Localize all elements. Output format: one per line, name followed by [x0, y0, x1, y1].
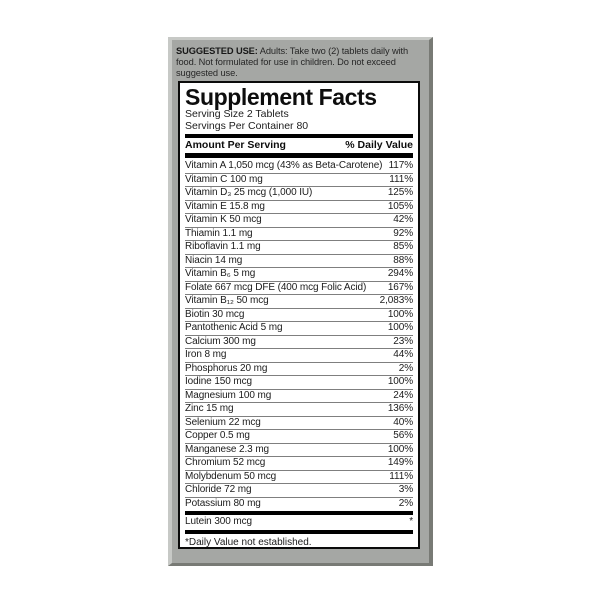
divider-bar-header — [185, 153, 413, 158]
nutrient-dv: 149% — [387, 457, 413, 468]
table-row — [185, 214, 413, 228]
table-row — [185, 187, 413, 201]
table-row — [185, 484, 413, 498]
nutrient-name: Chloride 72 mg — [185, 484, 252, 495]
nutrient-dv: 100% — [387, 322, 413, 333]
nutrient-dv: 136% — [387, 403, 413, 414]
nutrient-dv: 100% — [387, 308, 413, 320]
nutrient-dv: 111% — [389, 173, 413, 185]
nutrient-name: Lutein 300 mcg — [185, 516, 252, 527]
nutrient-name: Pantothenic Acid 5 mg — [185, 322, 283, 333]
nutrient-name: Thiamin 1.1 mg — [185, 227, 253, 239]
nutrient-name: Manganese 2.3 mg — [185, 443, 270, 455]
table-row — [185, 255, 413, 269]
table-row — [185, 417, 413, 431]
nutrient-dv: 23% — [393, 335, 413, 347]
nutrient-dv: 105% — [387, 200, 413, 212]
nutrient-name: Copper 0.5 mg — [185, 430, 250, 441]
nutrient-name: Vitamin K 50 mcg — [185, 214, 262, 225]
table-row — [185, 309, 413, 323]
nutrient-name: Magnesium 100 mg — [185, 389, 272, 401]
nutrient-dv: 2,083% — [379, 295, 413, 306]
table-row-lutein — [185, 516, 413, 529]
daily-value-header: % Daily Value — [345, 139, 413, 151]
nutrient-dv: 294% — [387, 268, 413, 279]
nutrient-name: Phosphorus 20 mg — [185, 362, 268, 374]
nutrient-dv: 117% — [388, 160, 413, 171]
divider-bar-lutein-top — [185, 511, 413, 515]
nutrient-dv: 44% — [393, 349, 413, 360]
nutrient-dv: 88% — [393, 254, 413, 266]
nutrient-dv: 111% — [389, 470, 413, 482]
table-row — [185, 363, 413, 377]
supplement-label-card — [168, 37, 433, 566]
nutrient-dv: 167% — [387, 281, 413, 293]
nutrient-name: Vitamin E 15.8 mg — [185, 200, 265, 212]
table-row — [185, 322, 413, 336]
nutrient-name: Selenium 22 mcg — [185, 416, 261, 428]
nutrient-rows — [185, 160, 413, 510]
table-row — [185, 349, 413, 363]
table-row — [185, 201, 413, 215]
nutrient-dv: 42% — [393, 214, 413, 225]
nutrient-name: Calcium 300 mg — [185, 335, 256, 347]
table-row — [185, 444, 413, 458]
table-row — [185, 282, 413, 296]
nutrient-dv: 3% — [398, 484, 413, 495]
table-row — [185, 241, 413, 255]
nutrient-dv: 2% — [398, 497, 413, 509]
supplement-facts-panel — [178, 81, 420, 549]
nutrient-name: Vitamin C 100 mg — [185, 173, 263, 185]
table-row — [185, 471, 413, 485]
nutrient-dv: 24% — [393, 389, 413, 401]
table-row — [185, 376, 413, 390]
table-row — [185, 160, 413, 174]
nutrient-dv: 100% — [387, 443, 413, 455]
nutrient-name: Vitamin B₁₂ 50 mcg — [185, 295, 269, 306]
nutrient-dv: 2% — [398, 362, 413, 374]
suggested-use-label: SUGGESTED USE: — [176, 46, 258, 56]
nutrient-name: Vitamin A 1,050 mcg (43% as Beta-Carotene) — [185, 160, 383, 171]
table-row — [185, 268, 413, 282]
table-row — [185, 336, 413, 350]
nutrient-name: Iodine 150 mcg — [185, 376, 252, 387]
nutrient-name: Folate 667 mcg DFE (400 mcg Folic Acid) — [185, 281, 367, 293]
table-row — [185, 457, 413, 471]
nutrient-name: Potassium 80 mg — [185, 497, 261, 509]
suggested-use-text — [176, 46, 426, 79]
nutrient-name: Niacin 14 mg — [185, 254, 243, 266]
table-row — [185, 174, 413, 188]
nutrient-name: Iron 8 mg — [185, 349, 227, 360]
table-row — [185, 498, 413, 511]
nutrient-dv: 85% — [393, 241, 413, 252]
servings-per-container: Servings Per Container 80 — [185, 119, 309, 132]
divider-bar-lutein-bottom — [185, 530, 413, 534]
table-row — [185, 430, 413, 444]
table-row — [185, 390, 413, 404]
nutrient-name: Molybdenum 50 mcg — [185, 470, 277, 482]
nutrient-dv: * — [409, 516, 413, 527]
daily-value-footnote: *Daily Value not established. — [185, 536, 312, 548]
nutrient-name: Vitamin B₆ 5 mg — [185, 268, 256, 279]
nutrient-name: Biotin 30 mcg — [185, 308, 245, 320]
table-row — [185, 295, 413, 309]
suggested-use-body: Adults: Take two (2) tablets daily with food. Not formulated for use in children. Do not exceed suggested use. — [176, 46, 409, 78]
nutrient-name: Riboflavin 1.1 mg — [185, 241, 261, 252]
amount-per-serving-header: Amount Per Serving — [185, 139, 286, 151]
nutrient-name: Vitamin D₃ 25 mcg (1,000 IU) — [185, 187, 313, 198]
nutrient-name: Chromium 52 mcg — [185, 457, 266, 468]
divider-bar-top — [185, 134, 413, 138]
nutrient-dv: 92% — [393, 227, 413, 239]
nutrient-dv: 100% — [387, 376, 413, 387]
nutrient-dv: 56% — [393, 430, 413, 441]
serving-size: Serving Size 2 Tablets — [185, 108, 289, 120]
nutrient-dv: 40% — [393, 416, 413, 428]
panel-title: Supplement Facts — [185, 84, 377, 110]
nutrient-name: Zinc 15 mg — [185, 403, 234, 414]
nutrient-dv: 125% — [387, 187, 413, 198]
column-header — [185, 139, 413, 152]
table-row — [185, 228, 413, 242]
table-row — [185, 403, 413, 417]
